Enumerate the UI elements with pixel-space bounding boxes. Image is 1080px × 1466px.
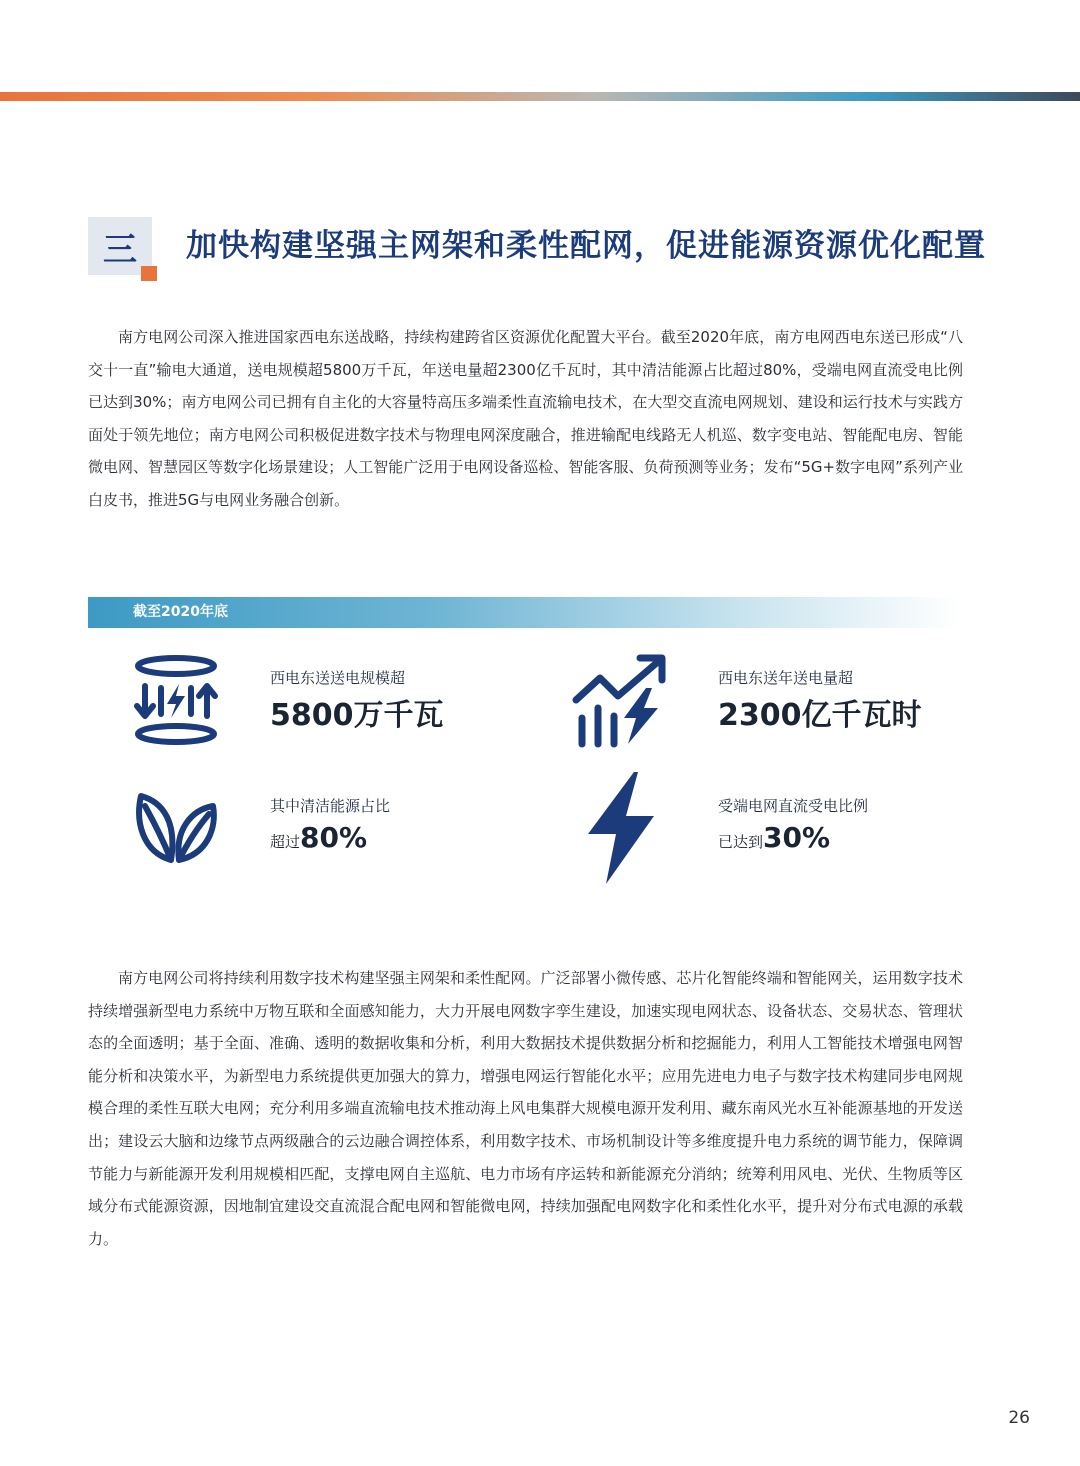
stat-value-line [270, 821, 367, 854]
stat-label: 西电东送年送电量超 [718, 669, 854, 687]
section-number-accent [141, 266, 157, 281]
stat-label: 其中清洁能源占比 [270, 797, 391, 815]
section-title: 加快构建坚强主网架和柔性配网，促进能源资源优化配置 [186, 228, 986, 264]
stat-value: 5800万千瓦 [270, 698, 444, 733]
leaves-icon [133, 792, 219, 864]
power-transmission-icon [133, 654, 219, 746]
stat-label: 西电东送送电规模超 [270, 669, 406, 687]
stats-header-bar [88, 597, 960, 628]
top-gradient-bar [0, 92, 1080, 101]
stat-label: 受端电网直流受电比例 [718, 797, 869, 815]
stat-value: 30% [763, 821, 831, 854]
stat-value: 2300亿千瓦时 [718, 698, 922, 733]
stat-value: 80% [300, 821, 368, 854]
growth-chart-bolt-icon [572, 652, 668, 748]
intro-paragraph: 南方电网公司深入推进国家西电东送战略，持续构建跨省区资源优化配置大平台。截至2020年底，南方电网西电东送已形成“八交十一直”输电大通道，送电规模超5800万千瓦，年送电量超2300亿千瓦时，其中清洁能源占比超过80%，受端电网直流受电比例已达到30%；南方电网公司已拥有自主化的大容量特高压多端柔性直流输电技术，在大型交直流电网规划、建设和运行技术与实践方面处于领先地位；南方电网公司积极促进数字技术与物理电网深度融合，推进输配电线路无人机巡、数字变电站、智能配电房、智能微电网、智慧园区等数字化场景建设；人工智能广泛用于电网设备巡检、智能客服、负荷预测等业务；发布“5G+数字电网”系列产业白皮书，推进5G与电网业务融合创新。 [88, 328, 963, 509]
stat-prefix: 超过 [270, 833, 301, 851]
page-number: 26 [1008, 1408, 1030, 1428]
stat-prefix: 已达到 [718, 833, 764, 851]
lightning-bolt-icon [588, 772, 654, 884]
stat-value-line [718, 821, 830, 854]
section-number: 三 [88, 217, 152, 275]
strategy-paragraph: 南方电网公司将持续利用数字技术构建坚强主网架和柔性配网。广泛部署小微传感、芯片化智能终端和智能网关，运用数字技术持续增强新型电力系统中万物互联和全面感知能力，大力开展电网数字孪生建设，加速实现电网状态、设备状态、交易状态、管理状态的全面透明；基于全面、准确、透明的数据收集和分析，利用大数据技术提供数据分析和挖掘能力，利用人工智能技术增强电网智能分析和决策水平，为新型电力系统提供更加强大的算力，增强电网运行智能化水平；应用先进电力电子与数字技术构建同步电网规模合理的柔性互联大电网；充分利用多端直流输电技术推动海上风电集群大规模电源开发利用、藏东南风光水互补能源基地的开发送出；建设云大脑和边缘节点两级融合的云边融合调控体系，利用数字技术、市场机制设计等多维度提升电力系统的调节能力，保障调节能力与新能源开发利用规模相匹配，支撑电网自主巡航、电力市场有序运转和新能源充分消纳；统筹利用风电、光伏、生物质等区域分布式能源资源，因地制宜建设交直流混合配电网和智能微电网，持续加强配电网数字化和柔性化水平，提升对分布式电源的承载力。 [88, 969, 963, 1248]
stats-header-label: 截至2020年底 [133, 604, 228, 620]
